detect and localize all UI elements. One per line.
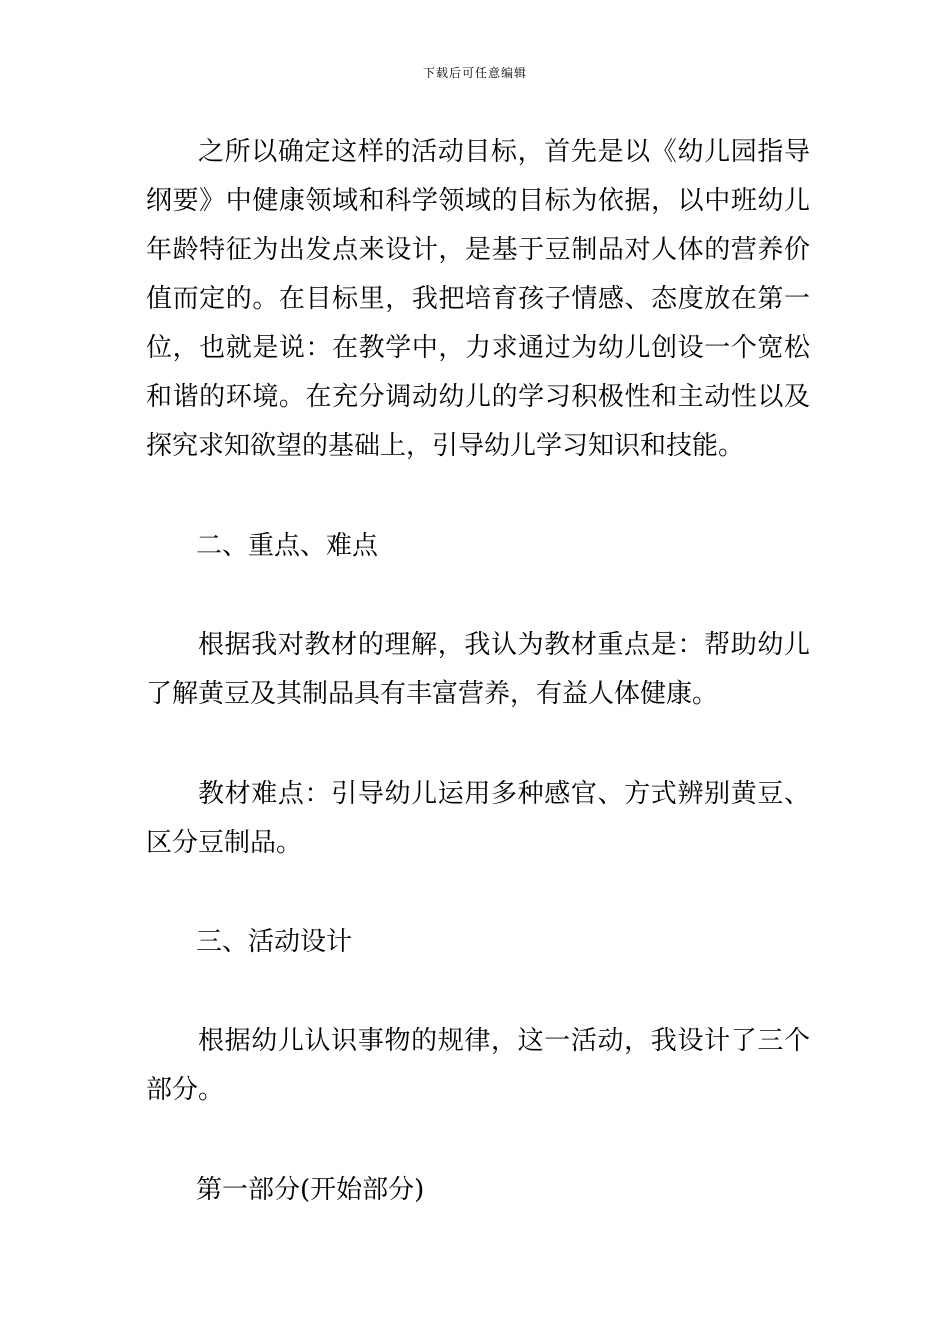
document-body — [146, 128, 810, 1215]
spacer — [146, 471, 810, 522]
paragraph-key-point: 根据我对教材的理解，我认为教材重点是：帮助幼儿了解黄豆及其制品具有丰富营养，有益人体健康。 — [146, 630, 810, 709]
section-heading-activity-design: 三、活动设计 — [196, 927, 353, 957]
paragraph-activity-goals: 之所以确定这样的活动目标，首先是以《幼儿园指导纲要》中健康领域和科学领域的目标为依据，以中班幼儿年龄特征为出发点来设计，是基于豆制品对人体的营养价值而定的。在目标里，我把培育孩子情感、态度放在第一位，也就是说：在教学中，力求通过为幼儿创设一个宽松和谐的环境。在充分调动幼儿的学习积极性和主动性以及探究求知欲望的基础上，引导幼儿学习知识和技能。 — [146, 137, 810, 461]
spacer — [146, 1115, 810, 1166]
paragraph-difficulty: 教材难点：引导幼儿运用多种感官、方式辨别黄豆、区分豆制品。 — [146, 779, 810, 858]
section-heading-key-points: 二、重点、难点 — [196, 531, 379, 561]
page-header-note: 下载后可任意编辑 — [422, 66, 527, 80]
spacer — [146, 868, 810, 918]
spacer — [146, 571, 810, 621]
spacer — [146, 719, 810, 770]
spacer — [146, 967, 810, 1017]
subsection-heading-part-one: 第一部分(开始部分) — [196, 1175, 425, 1205]
paragraph-design-overview: 根据幼儿认识事物的规律，这一活动，我设计了三个部分。 — [146, 1026, 810, 1105]
